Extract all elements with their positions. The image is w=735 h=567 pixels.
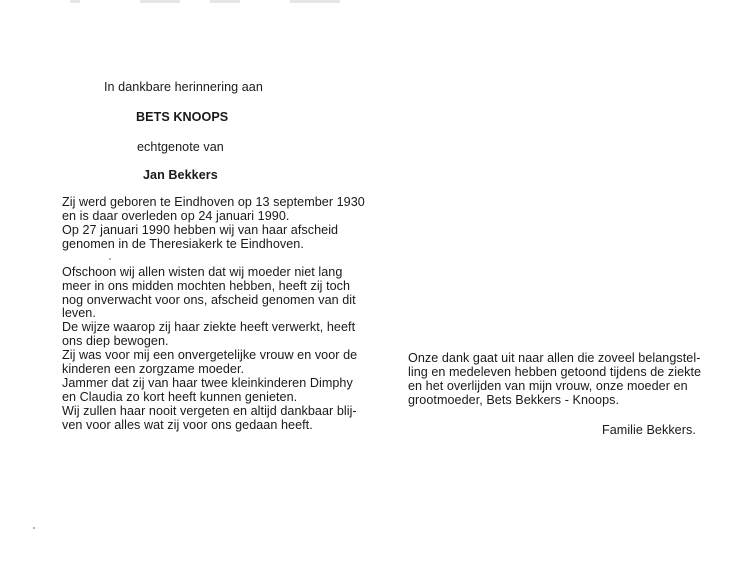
birth-death-line: genomen in de Theresiakerk te Eindhoven. [62,237,304,251]
intro-text: In dankbare herinnering aan [104,80,263,94]
relation-text: echtgenote van [137,140,224,154]
scan-mark [70,0,80,3]
birth-death-line: en is daar overleden op 24 januari 1990. [62,209,290,223]
memorial-line: en Claudia zo kort heeft kunnen genieten. [62,390,298,404]
deceased-name: BETS KNOOPS [136,110,229,124]
family-signature: Familie Bekkers. [602,423,696,437]
memorial-line: meer in ons midden mochten hebben, heeft zij toch [62,279,351,293]
memorial-line: Wij zullen haar nooit vergeten en altijd dankbaar blij- [62,404,357,418]
memorial-line: nog onverwacht voor ons, afscheid genomen van dit [62,293,356,307]
scan-speck [33,527,35,529]
memorial-line: ven voor alles wat zij voor ons gedaan heeft. [62,418,313,432]
memorial-line: Zij was voor mij een onvergetelijke vrouw en voor de [62,348,358,362]
birth-death-line: Op 27 januari 1990 hebben wij van haar afscheid [62,223,339,237]
memorial-line: kinderen een zorgzame moeder. [62,362,245,376]
memorial-line: De wijze waarop zij haar ziekte heeft verwerkt, heeft [62,320,356,334]
scan-mark [140,0,180,3]
scan-mark [290,0,340,3]
scan-speck [109,258,111,260]
thanks-line: grootmoeder, Bets Bekkers - Knoops. [408,393,620,407]
thanks-line: ling en medeleven hebben getoond tijdens de ziekte [408,365,702,379]
scan-mark [210,0,240,3]
memorial-line: leven. [62,306,96,320]
thanks-line: Onze dank gaat uit naar allen die zoveel belangstel- [408,351,701,365]
birth-death-line: Zij werd geboren te Eindhoven op 13 september 1930 [62,195,365,209]
memorial-line: Ofschoon wij allen wisten dat wij moeder niet lang [62,265,343,279]
spouse-name: Jan Bekkers [143,168,218,182]
memorial-line: Jammer dat zij van haar twee kleinkinderen Dimphy [62,376,353,390]
memorial-line: ons diep bewogen. [62,334,169,348]
thanks-line: en het overlijden van mijn vrouw, onze moeder en [408,379,688,393]
